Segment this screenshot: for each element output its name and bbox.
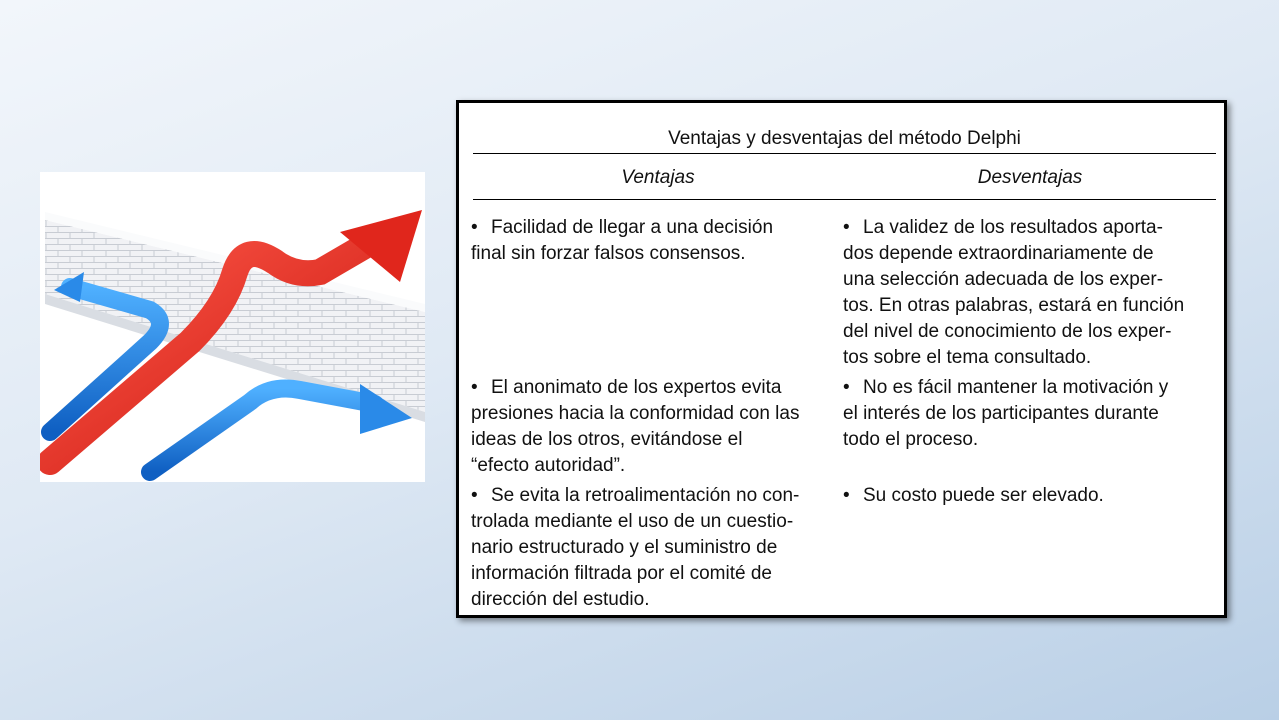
header-ventajas: Ventajas — [621, 167, 695, 188]
advantage-item-1: • Facilidad de llegar a una decisión final sin forzar falsos consensos. — [471, 217, 774, 264]
header-divider — [473, 199, 1216, 200]
wall-arrows-illustration — [40, 172, 425, 482]
header-desventajas: Desventajas — [977, 167, 1083, 188]
advantage-item-3: • Se evita la retroalimentación no con- trolada mediante el uso de un cuestio- nario estructurado y el suministro de información filtrada por el comité de dirección del estudio. — [471, 485, 800, 610]
disadvantage-item-2: • No es fácil mantener la motivación y el interés de los participantes durante todo el proceso. — [843, 377, 1169, 450]
bullet: • — [843, 485, 850, 506]
disadvantage-item-3: • Su costo puede ser elevado. — [843, 483, 1215, 509]
advantage-item-2: • El anonimato de los expertos evita presiones hacia la conformidad con las ideas de los otros, evitándose el “efecto autoridad”. — [471, 377, 800, 476]
disadvantage-item-1: • La validez de los resultados aporta- dos depende extraordinariamente de una selección adecuada de los exper- tos. En otras palabras, estará en función del nivel de conocimiento de los exper- tos sobre el tema consultado. — [843, 217, 1185, 368]
delphi-table — [456, 100, 1227, 618]
bullet: • — [471, 377, 478, 398]
bullet: • — [843, 217, 850, 238]
bullet: • — [471, 217, 478, 238]
bullet: • — [843, 377, 850, 398]
bullet: • — [471, 485, 478, 506]
table-title: Ventajas y desventajas del método Delphi — [473, 125, 1216, 154]
wall-arrows-icon — [40, 172, 425, 482]
